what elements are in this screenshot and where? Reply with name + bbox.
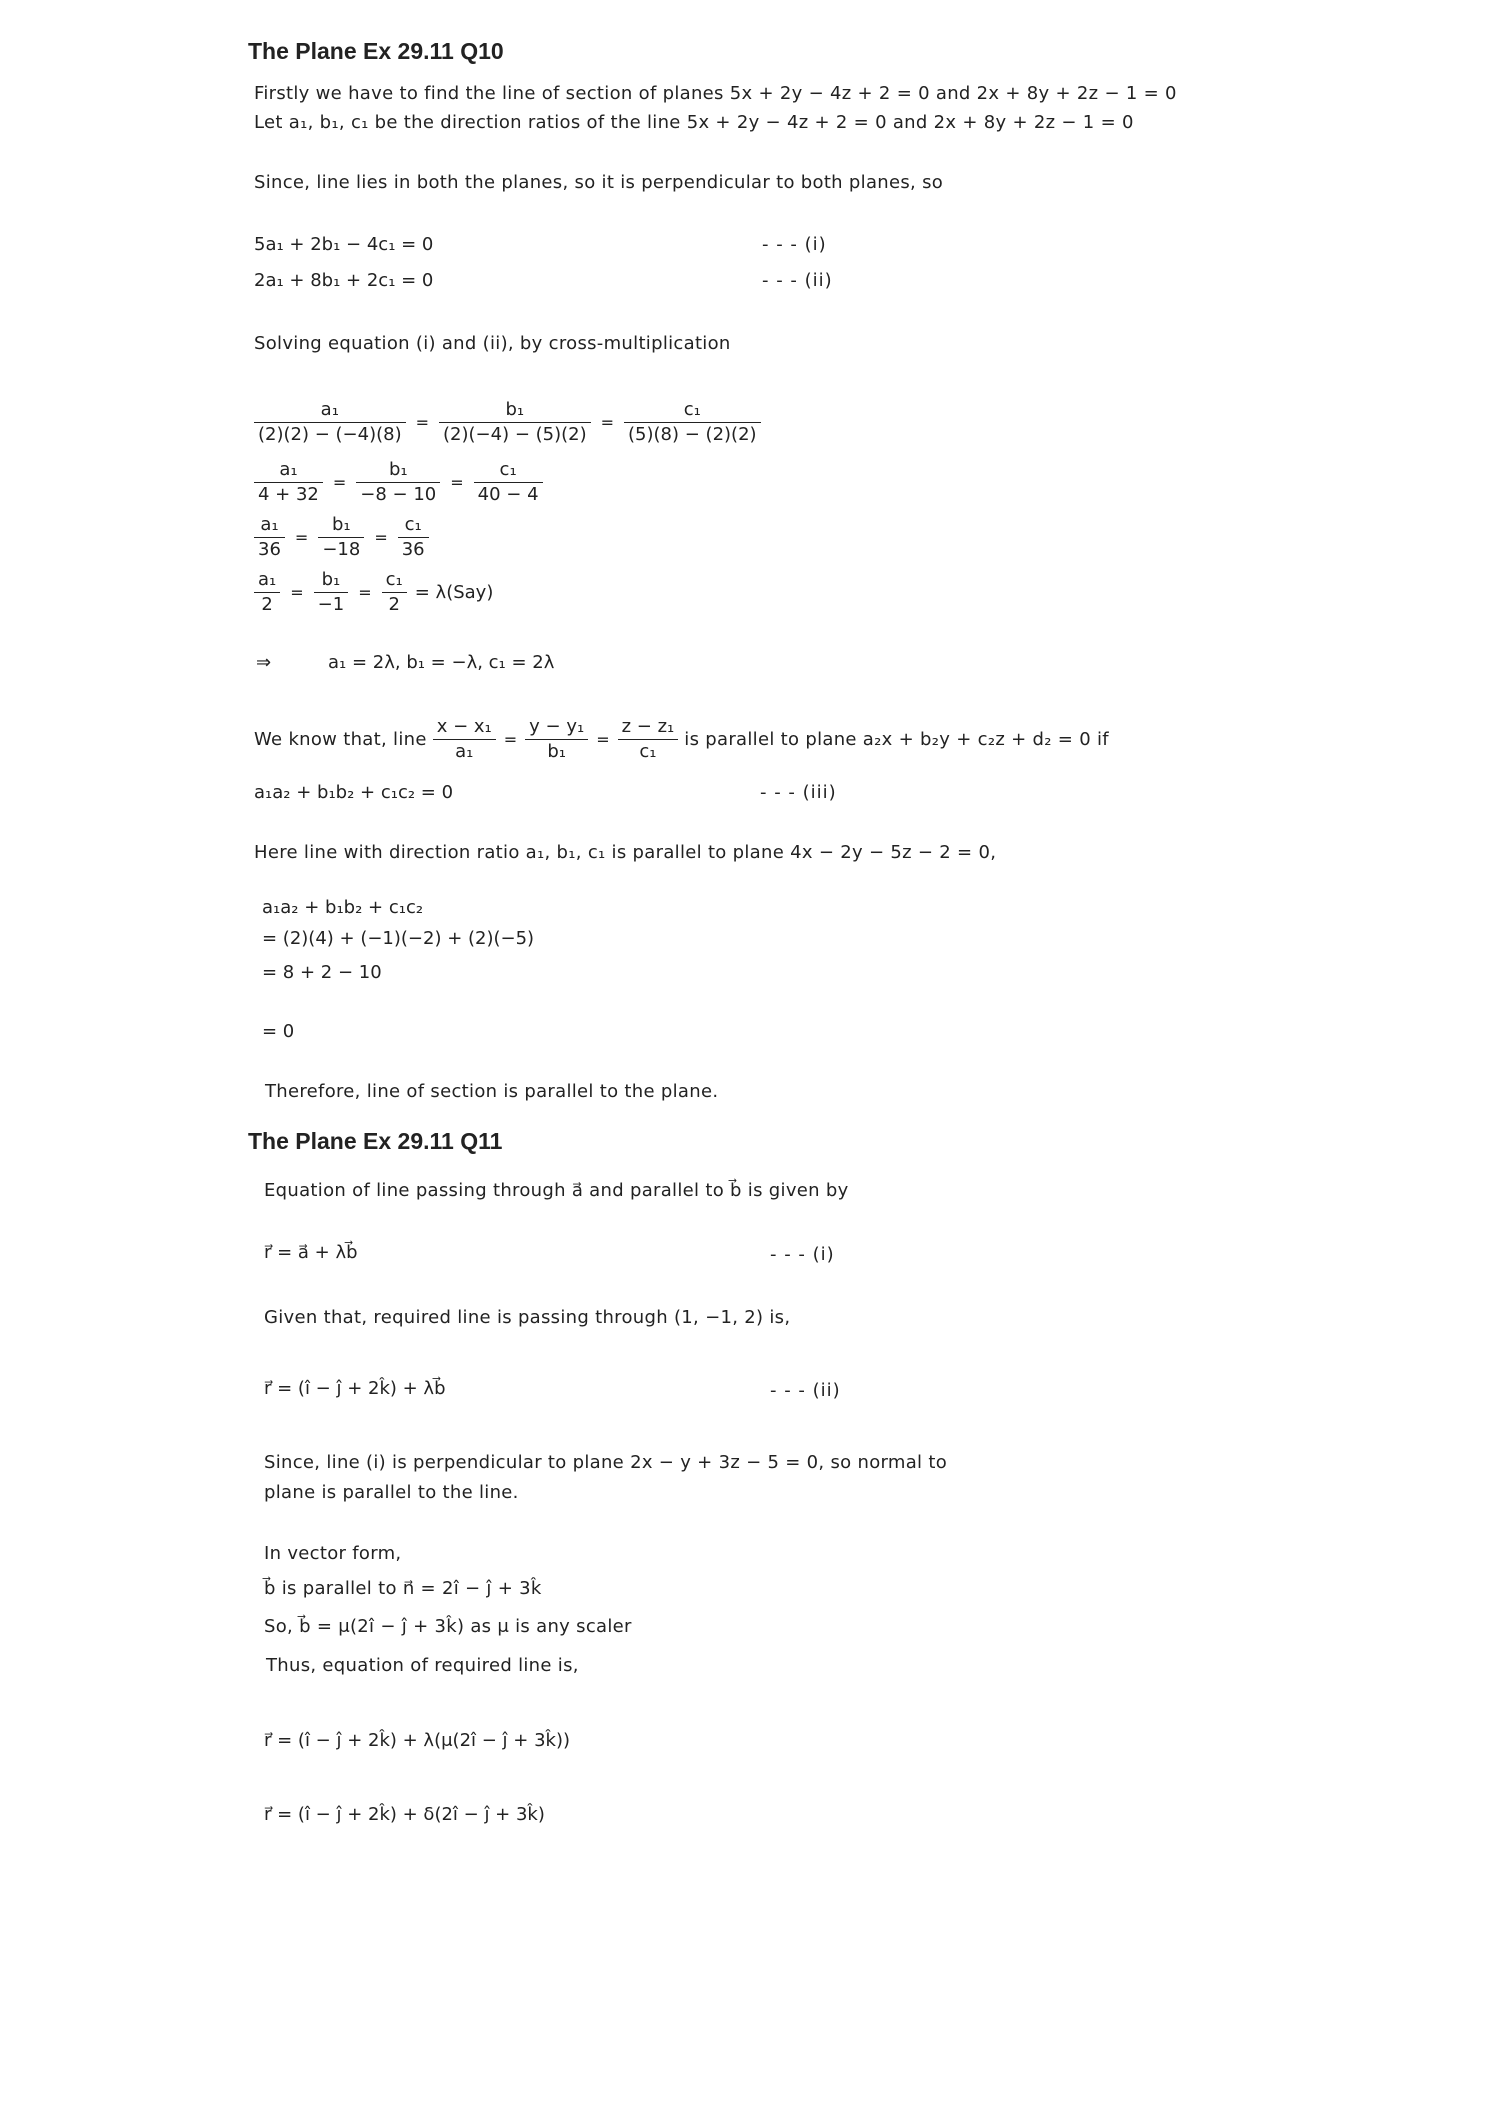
- condition-equation: a₁a₂ + b₁b₂ + c₁c₂ = 0: [254, 782, 454, 803]
- vector-equation-i: r⃗ = a⃗ + λb⃗: [264, 1242, 358, 1263]
- equation-ii: 2a₁ + 8b₁ + 2c₁ = 0: [254, 270, 434, 291]
- fraction-c: $\frac{\text{c₁}}{40 - 4}$: [474, 458, 543, 507]
- q11-perpendicular-line-1: Since, line (i) is perpendicular to plane 2x − y + 3z − 5 = 0, so normal to: [264, 1452, 948, 1473]
- fraction-c: $\frac{\text{c₁}}{36}$: [398, 513, 429, 562]
- q11-b-mu-form: So, b⃗ = μ(2î − ĵ + 3k̂) as μ is any scaler: [264, 1616, 632, 1637]
- fraction-y: $\frac{\text{y − y₁}}{\text{b₁}}$: [525, 715, 588, 764]
- cross-multiplication-line: Solving equation (i) and (ii), by cross-multiplication: [254, 333, 731, 354]
- q11-perpendicular-line-2: plane is parallel to the line.: [264, 1482, 519, 1503]
- vector-equation-ii: r⃗ = (î − ĵ + 2k̂) + λb⃗: [264, 1378, 446, 1399]
- fraction-b: $\frac{\text{b₁}}{(2)(-4) - (5)(2)}$: [439, 398, 591, 447]
- q11-thus-line: Thus, equation of required line is,: [266, 1655, 579, 1676]
- equation-i: 5a₁ + 2b₁ − 4c₁ = 0: [254, 234, 434, 255]
- fraction-a: $\frac{\text{a₁}}{36}$: [254, 513, 285, 562]
- given-plane-line: Here line with direction ratio a₁, b₁, c₁ is parallel to plane 4x − 2y − 5z − 2 = 0,: [254, 842, 997, 863]
- q10-heading: The Plane Ex 29.11 Q10: [248, 38, 504, 64]
- calc-line-3: = 8 + 2 − 10: [262, 962, 382, 983]
- cross-mult-step-3: $\frac{\text{a₁}}{36}$ = $\frac{\text{b₁}}{-18}$ = $\frac{\text{c₁}}{36}$: [254, 513, 429, 562]
- vector-equation-final-2: r⃗ = (î − ĵ + 2k̂) + δ(2î − ĵ + 3k̂): [264, 1804, 545, 1825]
- q10-intro-line-1: Firstly we have to find the line of section of planes 5x + 2y − 4z + 2 = 0 and 2x + 8y + 2z − 1 = 0: [254, 83, 1177, 104]
- q11-b-parallel-n: b⃗ is parallel to n⃗ = 2î − ĵ + 3k̂: [264, 1578, 542, 1599]
- equation-ii-tag: - - - (ii): [762, 270, 833, 291]
- fraction-b: $\frac{\text{b₁}}{-8 - 10}$: [356, 458, 440, 507]
- direction-ratios-result: a₁ = 2λ, b₁ = −λ, c₁ = 2λ: [328, 652, 555, 673]
- equation-i-tag: - - - (i): [762, 234, 827, 255]
- q11-intro-line: Equation of line passing through a⃗ and parallel to b⃗ is given by: [264, 1180, 849, 1201]
- cross-mult-step-1: $\frac{\text{a₁}}{(2)(2) - (-4)(8)}$ = $\frac{\text{b₁}}{(2)(-4) - (5)(2)}$ = $\frac{\text{c₁}}{(5)(8) - (2)(2)}$: [254, 398, 761, 447]
- lambda-say: = λ(Say): [414, 582, 494, 603]
- vector-equation-i-tag: - - - (i): [770, 1244, 835, 1265]
- calc-line-4: = 0: [262, 1021, 295, 1042]
- fraction-b: $\frac{\text{b₁}}{-18}$: [318, 513, 364, 562]
- implies-arrow: ⇒: [256, 652, 272, 673]
- condition-tag: - - - (iii): [760, 782, 837, 803]
- q11-given-point-line: Given that, required line is passing through (1, −1, 2) is,: [264, 1307, 791, 1328]
- cross-mult-step-4: $\frac{\text{a₁}}{2}$ = $\frac{\text{b₁}}{-1}$ = $\frac{\text{c₁}}{2}$ = λ(Say): [254, 568, 493, 617]
- vector-equation-final-1: r⃗ = (î − ĵ + 2k̂) + λ(μ(2î − ĵ + 3k̂)): [264, 1730, 570, 1751]
- q10-conclusion: Therefore, line of section is parallel to the plane.: [265, 1081, 719, 1102]
- q11-heading: The Plane Ex 29.11 Q11: [248, 1128, 503, 1154]
- fraction-z: $\frac{\text{z − z₁}}{\text{c₁}}$: [618, 715, 679, 764]
- q10-intro-line-2: Let a₁, b₁, c₁ be the direction ratios of the line 5x + 2y − 4z + 2 = 0 and 2x + 8y + 2z − 1 = 0: [254, 112, 1134, 133]
- fraction-a: $\frac{\text{a₁}}{4 + 32}$: [254, 458, 323, 507]
- fraction-c: $\frac{\text{c₁}}{(5)(8) - (2)(2)}$: [624, 398, 761, 447]
- calc-line-2: = (2)(4) + (−1)(−2) + (2)(−5): [262, 928, 535, 949]
- fraction-b: $\frac{\text{b₁}}{-1}$: [314, 568, 349, 617]
- fraction-x: $\frac{\text{x − x₁}}{\text{a₁}}$: [433, 715, 496, 764]
- fraction-a: $\frac{\text{a₁}}{2}$: [254, 568, 280, 617]
- q10-perpendicular-line: Since, line lies in both the planes, so it is perpendicular to both planes, so: [254, 172, 944, 193]
- q11-vector-form-label: In vector form,: [264, 1543, 402, 1564]
- fraction-a: $\frac{\text{a₁}}{(2)(2) - (-4)(8)}$: [254, 398, 406, 447]
- fraction-c: $\frac{\text{c₁}}{2}$: [382, 568, 407, 617]
- calc-line-1: a₁a₂ + b₁b₂ + c₁c₂: [262, 897, 424, 918]
- parallel-condition-statement: We know that, line $\frac{\text{x − x₁}}{\text{a₁}}$ = $\frac{\text{y − y₁}}{\text{b₁}}$ = $\frac{\text{z − z₁}}{\text{c₁}}$ is parallel to plane a₂x + b₂y + c₂z + d₂ = 0 if: [254, 716, 1109, 762]
- cross-mult-step-2: $\frac{\text{a₁}}{4 + 32}$ = $\frac{\text{b₁}}{-8 - 10}$ = $\frac{\text{c₁}}{40 - 4}$: [254, 458, 543, 507]
- vector-equation-ii-tag: - - - (ii): [770, 1380, 841, 1401]
